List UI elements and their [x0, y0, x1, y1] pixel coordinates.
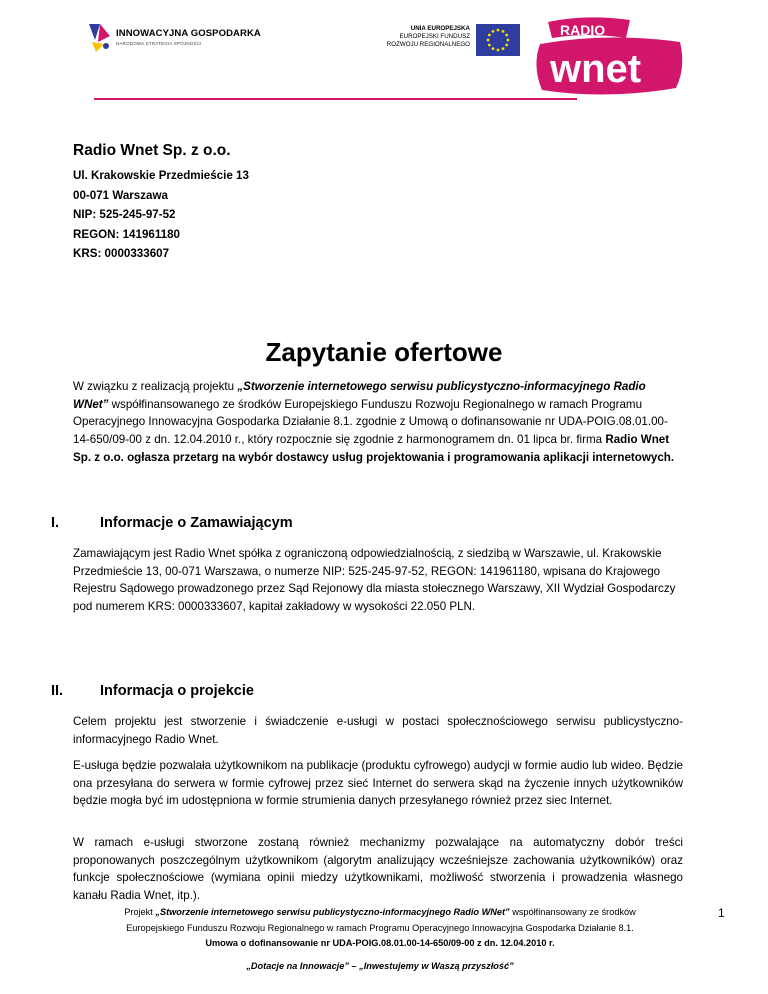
section-2-number: II. — [51, 683, 64, 699]
eu-star-icon — [488, 34, 491, 37]
company-krs: KRS: 0000333607 — [73, 247, 170, 260]
section-2-paragraph-3: W ramach e-usługi stworzone zostaną również mechanizmy pozwalające na automatyczny dobór treści proponowanych poszczególnym użytkownikom (algorytm analizujący wcześniejsze zachowania użytkowników) oraz funkcje społecznościowe (wymiana opinii miedzy użytkownikami, możliwość stworzenia i prowadzenia własnego kanału Radia Wnet, itp.). — [73, 836, 683, 903]
eu-logo-text — [387, 25, 470, 50]
company-address — [73, 166, 249, 264]
intro-text-1: W związku z realizacją projektu — [73, 380, 238, 393]
innowacyjna-gospodarka-logo — [86, 22, 261, 58]
page-number: 1 — [718, 906, 725, 920]
eu-star-icon — [502, 30, 505, 33]
section-2-paragraph-2: E-usługa będzie pozwalała użytkownikom na publikacje (produktu cyfrowego) audycji w formie audio lub wideo. Będzie ona przesyłana do serwera w formie cyfrowej przez sieć Internet do serwera skąd na życzenie innych użytkowników będzie mogła być im udostępniona w formie strumienia danych przesyłanego również przez siec Internet. — [73, 759, 683, 808]
eu-star-icon — [505, 34, 508, 37]
header-divider — [94, 98, 577, 100]
eu-star-icon — [492, 47, 495, 50]
eu-flag-icon — [476, 24, 520, 56]
eu-star-icon — [502, 47, 505, 50]
wnet-logo-top: RADIO — [560, 22, 606, 38]
section-2-title: Informacja o projekcie — [100, 683, 254, 699]
radio-wnet-logo-icon — [526, 14, 688, 100]
intro-bold-text: Radio Wnet Sp. z o.o. ogłasza przetarg na wybór dostawcy usług projektowania i programowania aplikacji internetowych. — [73, 433, 675, 464]
footer-line-1-pre: Projekt — [124, 907, 156, 917]
ig-emblem-icon — [86, 22, 114, 54]
eu-star-icon — [488, 44, 491, 47]
section-1-number: I. — [51, 515, 60, 531]
ig-logo-title: INNOWACYJNA GOSPODARKA — [116, 28, 261, 39]
eu-star-icon — [497, 49, 500, 52]
section-1-paragraph: Zamawiającym jest Radio Wnet spółka z ograniczoną odpowiedzialnością, z siedzibą w Warszawie, ul. Krakowskie Przedmieście 13, 00-071 Warszawa, o numerze NIP: 525-245-97-52, REGON: 141961180, wpisana do Krajowego Rejestru Sądowego prowadzonego przez Sąd Rejonowy dla miasta stołecznego Warszawy, XII Wydział Gospodarczy pod numerem KRS: 0000333607, kapitał zakładowy w wysokości 22.050 PLN. — [73, 547, 676, 614]
eu-star-icon — [507, 39, 510, 42]
radio-wnet-logo — [526, 14, 688, 100]
company-nip: NIP: 525-245-97-52 — [73, 208, 176, 221]
section-1-title: Informacje o Zamawiającym — [100, 515, 293, 531]
footer-line-3: Umowa o dofinansowanie nr UDA-POIG.08.01.00-14-650/09-00 z dn. 12.04.2010 r. — [205, 938, 555, 948]
document-title: Zapytanie ofertowe — [265, 337, 503, 367]
intro-paragraph — [73, 378, 683, 467]
footer-line-4: „Dotacje na Innowacje” – „Inwestujemy w Waszą przyszłość” — [246, 960, 514, 971]
intro-text-2: współfinansowanego ze środków Europejskiego Funduszu Rozwoju Regionalnego w ramach Programu Operacyjnego Innowacyjna Gospodarka Działanie 8.1. zgodnie z Umową o dofinansowanie nr UDA-POIG.08.01.00-14-650/09-00 z dn. 12.04.2010 r., który rozpocznie się zgodnie z harmonogramem dn. 01 lipca br. firma — [73, 397, 668, 447]
footer-line-1-post: współfinansowany ze środków — [509, 907, 636, 917]
eu-logo — [366, 22, 526, 62]
intro-project-name: „Stworzenie internetowego serwisu publicystyczno-informacyjnego Radio WNet” — [73, 380, 646, 411]
footer-line-2: Europejskiego Funduszu Rozwoju Regionalnego w ramach Programu Operacyjnego Innowacyjna Gospodarka Działanie 8.1. — [126, 922, 634, 933]
eu-logo-line3: ROZWOJU REGIONALNEGO — [386, 41, 470, 49]
page-footer — [60, 905, 700, 974]
company-city: 00-071 Warszawa — [73, 188, 168, 202]
eu-star-icon — [492, 30, 495, 33]
footer-project-name: „Stworzenie internetowego serwisu publicystyczno-informacyjnego Radio WNet” — [155, 907, 510, 917]
eu-logo-line2: EUROPEJSKI FUNDUSZ — [399, 33, 470, 41]
company-name: Radio Wnet Sp. z o.o. — [73, 142, 231, 159]
ig-logo-subtitle: NARODOWA STRATEGIA SPÓJNOŚCI — [116, 41, 202, 46]
company-street: Ul. Krakowskie Przedmieście 13 — [73, 169, 249, 182]
eu-star-icon — [505, 44, 508, 47]
eu-star-icon — [497, 29, 500, 32]
company-regon: REGON: 141961180 — [73, 227, 180, 241]
footer-line-1 — [60, 905, 700, 921]
wnet-logo-main: wnet — [550, 47, 642, 91]
eu-logo-line1: UNIA EUROPEJSKA — [410, 25, 470, 32]
section-2-paragraph-1: Celem projektu jest stworzenie i świadczenie e-usługi w postaci społecznościowego serwisu publicystyczno-informacyjnego Radio Wnet. — [73, 715, 683, 746]
eu-star-icon — [487, 39, 490, 42]
